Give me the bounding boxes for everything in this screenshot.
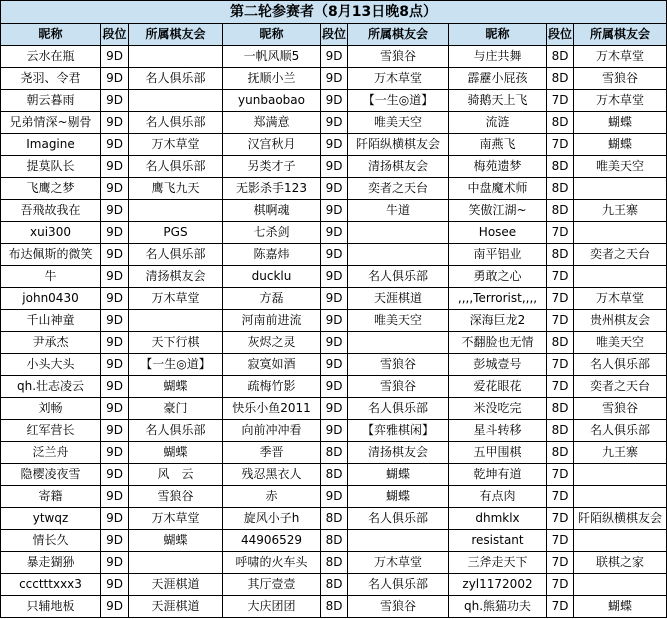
cell-rank-3[interactable]: 7D — [547, 552, 574, 574]
cell-nickname-1[interactable]: 布达佩斯的微笑 — [1, 244, 101, 266]
cell-rank-3[interactable]: 7D — [547, 134, 574, 156]
title-row — [1, 1, 667, 24]
cell-club-1[interactable]: 名人俱乐部 — [129, 420, 223, 442]
cell-rank-1[interactable]: 9D — [101, 90, 129, 112]
cell-club-2[interactable]: 阡陌纵横棋友会 — [348, 134, 449, 156]
cell-club-2[interactable]: 唯美天空 — [348, 112, 449, 134]
header-nickname-1: 昵称 — [1, 24, 101, 46]
table-row — [1, 134, 667, 156]
cell-nickname-3[interactable]: 不翻脸也无情 — [449, 332, 547, 354]
cell-rank-1[interactable]: 9D — [101, 68, 129, 90]
cell-club-3[interactable]: 唯美天空 — [574, 332, 667, 354]
cell-nickname-1[interactable]: 飞鹰之梦 — [1, 178, 101, 200]
cell-club-1[interactable]: 蝴蝶 — [129, 376, 223, 398]
cell-club-1[interactable]: 天涯棋道 — [129, 574, 223, 596]
cell-rank-1[interactable]: 9D — [101, 134, 129, 156]
cell-rank-3[interactable]: 7D — [547, 486, 574, 508]
cell-nickname-1[interactable]: 尹承杰 — [1, 332, 101, 354]
header-nickname-3: 昵称 — [449, 24, 547, 46]
cell-nickname-2[interactable]: 灰烬之灵 — [223, 332, 321, 354]
cell-club-1[interactable]: 【一生◎道】 — [129, 354, 223, 376]
cell-nickname-3[interactable]: 勇敢之心 — [449, 266, 547, 288]
table-row — [1, 156, 667, 178]
cell-club-3[interactable]: 雪狼谷 — [574, 68, 667, 90]
cell-club-2[interactable]: 名人俱乐部 — [348, 574, 449, 596]
cell-rank-2[interactable]: 9D — [321, 134, 348, 156]
cell-club-1[interactable]: 风 云 — [129, 464, 223, 486]
cell-rank-1[interactable]: 9D — [101, 112, 129, 134]
cell-nickname-3[interactable]: 中盘魔术师 — [449, 178, 547, 200]
cell-rank-1[interactable]: 9D — [101, 486, 129, 508]
cell-club-3[interactable]: 贵州棋友会 — [574, 310, 667, 332]
cell-rank-3[interactable]: 8D — [547, 244, 574, 266]
cell-nickname-2[interactable]: ducklu — [223, 266, 321, 288]
cell-rank-1[interactable]: 9D — [101, 222, 129, 244]
cell-nickname-1[interactable]: 牛 — [1, 266, 101, 288]
cell-club-1[interactable]: 名人俱乐部 — [129, 244, 223, 266]
cell-rank-1[interactable]: 9D — [101, 354, 129, 376]
table-row — [1, 420, 667, 442]
cell-nickname-2[interactable]: 向前冲冲看 — [223, 420, 321, 442]
cell-rank-2[interactable]: 8D — [321, 552, 348, 574]
cell-rank-2[interactable]: 9D — [321, 46, 348, 68]
cell-nickname-3[interactable]: zyl1172002 — [449, 574, 547, 596]
cell-nickname-3[interactable]: 梅苑遗梦 — [449, 156, 547, 178]
cell-club-1[interactable]: 清扬棋友会 — [129, 266, 223, 288]
cell-club-2[interactable]: 名人俱乐部 — [348, 398, 449, 420]
cell-club-3[interactable]: 阡陌纵横棋友会 — [574, 508, 667, 530]
cell-club-2[interactable]: 蝴蝶 — [348, 464, 449, 486]
cell-club-3[interactable]: 奕者之天台 — [574, 244, 667, 266]
cell-rank-2[interactable]: 9D — [321, 486, 348, 508]
table-row — [1, 574, 667, 596]
cell-rank-3[interactable]: 8D — [547, 398, 574, 420]
header-rank-1: 段位 — [101, 24, 129, 46]
cell-nickname-3[interactable]: 乾坤有道 — [449, 464, 547, 486]
cell-nickname-1[interactable]: 刘畅 — [1, 398, 101, 420]
cell-club-2[interactable]: 【弈雅棋闲】 — [348, 420, 449, 442]
cell-rank-2[interactable]: 8D — [321, 596, 348, 618]
cell-club-3[interactable]: 联棋之家 — [574, 552, 667, 574]
cell-club-1[interactable] — [129, 552, 223, 574]
header-rank-3: 段位 — [547, 24, 574, 46]
table-row — [1, 244, 667, 266]
cell-nickname-2[interactable]: 大庆团团 — [223, 596, 321, 618]
cell-nickname-2[interactable]: 残忍黑衣人 — [223, 464, 321, 486]
cell-club-2[interactable]: 清扬棋友会 — [348, 156, 449, 178]
cell-rank-2[interactable]: 9D — [321, 178, 348, 200]
cell-club-1[interactable] — [129, 310, 223, 332]
table-row — [1, 398, 667, 420]
cell-club-3[interactable]: 蝴蝶 — [574, 134, 667, 156]
cell-nickname-3[interactable]: 五甲围棋 — [449, 442, 547, 464]
table-row — [1, 222, 667, 244]
cell-club-3[interactable] — [574, 464, 667, 486]
cell-nickname-3[interactable]: 米没吃完 — [449, 398, 547, 420]
cell-nickname-2[interactable]: 河南前进流 — [223, 310, 321, 332]
cell-nickname-1[interactable]: 提莫队长 — [1, 156, 101, 178]
cell-rank-2[interactable]: 8D — [321, 464, 348, 486]
cell-rank-3[interactable]: 7D — [547, 288, 574, 310]
cell-rank-3[interactable]: 8D — [547, 442, 574, 464]
cell-club-3[interactable] — [574, 574, 667, 596]
cell-nickname-1[interactable]: xui300 — [1, 222, 101, 244]
table-row — [1, 442, 667, 464]
cell-nickname-3[interactable]: 骑鹅天上飞 — [449, 90, 547, 112]
cell-rank-3[interactable]: 8D — [547, 178, 574, 200]
cell-club-3[interactable] — [574, 266, 667, 288]
cell-rank-2[interactable]: 9D — [321, 112, 348, 134]
cell-club-3[interactable]: 万木草堂 — [574, 90, 667, 112]
cell-rank-1[interactable]: 9D — [101, 574, 129, 596]
table-row — [1, 46, 667, 68]
cell-rank-2[interactable]: 9D — [321, 222, 348, 244]
cell-club-2[interactable]: 【一生◎道】 — [348, 90, 449, 112]
cell-club-1[interactable] — [129, 90, 223, 112]
table-row — [1, 596, 667, 618]
cell-rank-2[interactable]: 9D — [321, 354, 348, 376]
cell-rank-2[interactable]: 9D — [321, 68, 348, 90]
cell-nickname-3[interactable]: 霹靂小屁孩 — [449, 68, 547, 90]
cell-rank-2[interactable]: 9D — [321, 244, 348, 266]
header-rank-2: 段位 — [321, 24, 348, 46]
table-row — [1, 530, 667, 552]
cell-club-1[interactable]: 鹰飞九天 — [129, 178, 223, 200]
cell-nickname-1[interactable]: 朝云暮雨 — [1, 90, 101, 112]
cell-nickname-3[interactable]: 深海巨龙2 — [449, 310, 547, 332]
cell-club-1[interactable] — [129, 46, 223, 68]
cell-club-2[interactable]: 雪狼谷 — [348, 376, 449, 398]
cell-nickname-1[interactable]: Imagine — [1, 134, 101, 156]
cell-club-1[interactable]: 蝴蝶 — [129, 530, 223, 552]
cell-club-1[interactable]: 天涯棋道 — [129, 596, 223, 618]
header-club-1: 所属棋友会 — [129, 24, 223, 46]
cell-club-3[interactable]: 唯美天空 — [574, 156, 667, 178]
cell-rank-2[interactable]: 9D — [321, 376, 348, 398]
header-row — [1, 24, 667, 46]
cell-rank-2[interactable]: 9D — [321, 310, 348, 332]
cell-rank-2[interactable]: 9D — [321, 266, 348, 288]
header-club-3: 所属棋友会 — [574, 24, 667, 46]
table-row — [1, 288, 667, 310]
table-row — [1, 200, 667, 222]
cell-nickname-2[interactable]: 陈嘉炜 — [223, 244, 321, 266]
cell-rank-3[interactable]: 8D — [547, 112, 574, 134]
cell-club-1[interactable]: 豪门 — [129, 398, 223, 420]
cell-nickname-2[interactable]: 七杀剑 — [223, 222, 321, 244]
cell-nickname-1[interactable]: 小头大头 — [1, 354, 101, 376]
cell-nickname-2[interactable]: 赤 — [223, 486, 321, 508]
cell-club-2[interactable] — [348, 222, 449, 244]
cell-nickname-1[interactable]: 隐樱凌夜雪 — [1, 464, 101, 486]
cell-club-3[interactable]: 名人俱乐部 — [574, 354, 667, 376]
cell-nickname-1[interactable]: 红军营长 — [1, 420, 101, 442]
cell-nickname-3[interactable]: 有点肉 — [449, 486, 547, 508]
cell-rank-2[interactable]: 9D — [321, 332, 348, 354]
cell-nickname-3[interactable]: 三斧走天下 — [449, 552, 547, 574]
cell-nickname-2[interactable]: 44906529 — [223, 530, 321, 552]
cell-rank-1[interactable]: 9D — [101, 266, 129, 288]
cell-club-1[interactable]: 万木草堂 — [129, 288, 223, 310]
cell-nickname-2[interactable]: 呼啸的火车头 — [223, 552, 321, 574]
cell-nickname-3[interactable]: 星斗转移 — [449, 420, 547, 442]
cell-rank-2[interactable]: 8D — [321, 574, 348, 596]
cell-club-2[interactable] — [348, 530, 449, 552]
cell-nickname-3[interactable]: 流涟 — [449, 112, 547, 134]
cell-rank-3[interactable]: 7D — [547, 596, 574, 618]
cell-rank-3[interactable]: 7D — [547, 574, 574, 596]
cell-nickname-2[interactable]: 棋啊魂 — [223, 200, 321, 222]
cell-rank-2[interactable]: 9D — [321, 90, 348, 112]
cell-rank-1[interactable]: 9D — [101, 508, 129, 530]
table-row — [1, 310, 667, 332]
table-row — [1, 486, 667, 508]
cell-nickname-1[interactable]: 只辅地板 — [1, 596, 101, 618]
cell-nickname-2[interactable]: 另类才子 — [223, 156, 321, 178]
cell-nickname-2[interactable]: 季晋 — [223, 442, 321, 464]
cell-nickname-2[interactable]: 寂寞如酒 — [223, 354, 321, 376]
table-row — [1, 90, 667, 112]
cell-rank-3[interactable]: 7D — [547, 464, 574, 486]
cell-club-2[interactable]: 万木草堂 — [348, 68, 449, 90]
cell-nickname-3[interactable]: 笑傲江湖~ — [449, 200, 547, 222]
cell-rank-2[interactable]: 9D — [321, 156, 348, 178]
cell-rank-3[interactable]: 8D — [547, 46, 574, 68]
cell-rank-1[interactable]: 9D — [101, 376, 129, 398]
cell-rank-3[interactable]: 7D — [547, 222, 574, 244]
cell-rank-3[interactable]: 8D — [547, 332, 574, 354]
cell-club-1[interactable]: 蝴蝶 — [129, 442, 223, 464]
cell-club-2[interactable]: 天涯棋道 — [348, 288, 449, 310]
cell-nickname-1[interactable]: 吾飛故我在 — [1, 200, 101, 222]
cell-nickname-1[interactable]: 情长久 — [1, 530, 101, 552]
cell-rank-3[interactable]: 7D — [547, 310, 574, 332]
cell-club-2[interactable]: 名人俱乐部 — [348, 266, 449, 288]
cell-rank-2[interactable]: 8D — [321, 530, 348, 552]
cell-rank-3[interactable]: 7D — [547, 508, 574, 530]
cell-club-1[interactable]: 名人俱乐部 — [129, 156, 223, 178]
header-club-2: 所属棋友会 — [348, 24, 449, 46]
cell-club-2[interactable]: 雪狼谷 — [348, 46, 449, 68]
table-row — [1, 354, 667, 376]
cell-nickname-3[interactable]: resistant — [449, 530, 547, 552]
cell-club-1[interactable]: 雪狼谷 — [129, 486, 223, 508]
cell-nickname-3[interactable]: ,,,,Terrorist,,,, — [449, 288, 547, 310]
table-row — [1, 464, 667, 486]
cell-club-2[interactable]: 雪狼谷 — [348, 354, 449, 376]
cell-rank-3[interactable]: 7D — [547, 266, 574, 288]
table-row — [1, 508, 667, 530]
cell-nickname-3[interactable]: 与庄共舞 — [449, 46, 547, 68]
cell-rank-2[interactable]: 8D — [321, 442, 348, 464]
cell-nickname-1[interactable]: qh.壮志凌云 — [1, 376, 101, 398]
cell-nickname-3[interactable]: 南平铝业 — [449, 244, 547, 266]
cell-rank-1[interactable]: 9D — [101, 398, 129, 420]
cell-club-2[interactable]: 万木草堂 — [348, 552, 449, 574]
cell-club-3[interactable]: 雪狼谷 — [574, 398, 667, 420]
cell-nickname-1[interactable]: ytwqz — [1, 508, 101, 530]
cell-nickname-2[interactable]: 汉宫秋月 — [223, 134, 321, 156]
cell-rank-1[interactable]: 9D — [101, 244, 129, 266]
cell-club-2[interactable]: 唯美天空 — [348, 310, 449, 332]
cell-nickname-3[interactable]: 南燕飞 — [449, 134, 547, 156]
cell-club-3[interactable]: 蝴蝶 — [574, 596, 667, 618]
cell-nickname-1[interactable]: 兄弟情深~剔骨 — [1, 112, 101, 134]
sheet-title: 第二轮参赛者（8月13日晚8点） — [1, 1, 667, 24]
cell-rank-2[interactable]: 9D — [321, 288, 348, 310]
cell-nickname-3[interactable]: Hosee — [449, 222, 547, 244]
cell-club-3[interactable]: 奕者之天台 — [574, 376, 667, 398]
cell-club-3[interactable] — [574, 222, 667, 244]
cell-club-3[interactable] — [574, 486, 667, 508]
cell-club-1[interactable]: PGS — [129, 222, 223, 244]
cell-rank-1[interactable]: 9D — [101, 530, 129, 552]
table-row — [1, 552, 667, 574]
cell-club-2[interactable]: 雪狼谷 — [348, 596, 449, 618]
cell-club-3[interactable]: 蝴蝶 — [574, 112, 667, 134]
cell-rank-1[interactable]: 9D — [101, 46, 129, 68]
cell-club-1[interactable]: 名人俱乐部 — [129, 112, 223, 134]
table-row — [1, 332, 667, 354]
cell-rank-2[interactable]: 8D — [321, 508, 348, 530]
cell-nickname-1[interactable]: 暴走猢狲 — [1, 552, 101, 574]
cell-rank-2[interactable]: 9D — [321, 200, 348, 222]
cell-rank-2[interactable]: 9D — [321, 398, 348, 420]
cell-rank-1[interactable]: 9D — [101, 442, 129, 464]
cell-nickname-3[interactable]: 彭城壹号 — [449, 354, 547, 376]
cell-rank-1[interactable]: 9D — [101, 178, 129, 200]
cell-club-3[interactable]: 九王寨 — [574, 200, 667, 222]
cell-club-1[interactable]: 天下行棋 — [129, 332, 223, 354]
cell-rank-3[interactable]: 7D — [547, 530, 574, 552]
cell-nickname-2[interactable]: 一帆风顺5 — [223, 46, 321, 68]
cell-rank-1[interactable]: 9D — [101, 596, 129, 618]
cell-club-1[interactable]: 万木草堂 — [129, 508, 223, 530]
cell-nickname-2[interactable]: 抚顺小兰 — [223, 68, 321, 90]
cell-rank-1[interactable]: 9D — [101, 332, 129, 354]
cell-rank-3[interactable]: 7D — [547, 376, 574, 398]
cell-nickname-1[interactable]: john0430 — [1, 288, 101, 310]
cell-rank-3[interactable]: 8D — [547, 420, 574, 442]
cell-rank-3[interactable]: 7D — [547, 354, 574, 376]
cell-nickname-1[interactable]: ccctttxxx3 — [1, 574, 101, 596]
table-row — [1, 178, 667, 200]
cell-nickname-1[interactable]: 云水在瓶 — [1, 46, 101, 68]
cell-nickname-2[interactable]: 无影杀手123 — [223, 178, 321, 200]
cell-club-2[interactable]: 牛道 — [348, 200, 449, 222]
cell-nickname-1[interactable]: 千山神童 — [1, 310, 101, 332]
cell-club-2[interactable]: 蝴蝶 — [348, 486, 449, 508]
cell-nickname-2[interactable]: 旋风小子h — [223, 508, 321, 530]
cell-rank-3[interactable]: 7D — [547, 90, 574, 112]
header-nickname-2: 昵称 — [223, 24, 321, 46]
cell-nickname-3[interactable]: 爱花眼花 — [449, 376, 547, 398]
cell-rank-1[interactable]: 9D — [101, 200, 129, 222]
table-row — [1, 68, 667, 90]
cell-rank-1[interactable]: 9D — [101, 156, 129, 178]
cell-nickname-2[interactable]: 方磊 — [223, 288, 321, 310]
cell-nickname-2[interactable]: 快乐小鱼2011 — [223, 398, 321, 420]
cell-club-2[interactable]: 名人俱乐部 — [348, 508, 449, 530]
cell-club-2[interactable]: 清扬棋友会 — [348, 442, 449, 464]
table-row — [1, 376, 667, 398]
cell-club-3[interactable] — [574, 530, 667, 552]
cell-nickname-2[interactable]: 其厅壹壹 — [223, 574, 321, 596]
cell-club-3[interactable]: 九王寨 — [574, 442, 667, 464]
cell-nickname-2[interactable]: 郑满意 — [223, 112, 321, 134]
cell-club-3[interactable] — [574, 178, 667, 200]
cell-nickname-1[interactable]: 寄籍 — [1, 486, 101, 508]
cell-club-3[interactable]: 名人俱乐部 — [574, 420, 667, 442]
cell-nickname-1[interactable]: 泛兰舟 — [1, 442, 101, 464]
cell-rank-3[interactable]: 8D — [547, 68, 574, 90]
table-body — [1, 46, 667, 618]
cell-rank-3[interactable]: 8D — [547, 156, 574, 178]
cell-nickname-3[interactable]: dhmklx — [449, 508, 547, 530]
cell-nickname-2[interactable]: yunbaobao — [223, 90, 321, 112]
cell-club-3[interactable]: 万木草堂 — [574, 46, 667, 68]
cell-rank-1[interactable]: 9D — [101, 288, 129, 310]
table-row — [1, 266, 667, 288]
cell-nickname-3[interactable]: qh.熊猫功夫 — [449, 596, 547, 618]
cell-club-2[interactable] — [348, 244, 449, 266]
cell-rank-1[interactable]: 9D — [101, 310, 129, 332]
cell-rank-1[interactable]: 9D — [101, 464, 129, 486]
cell-nickname-2[interactable]: 疏梅竹影 — [223, 376, 321, 398]
cell-club-1[interactable]: 名人俱乐部 — [129, 68, 223, 90]
cell-club-2[interactable]: 奕者之天台 — [348, 178, 449, 200]
cell-rank-2[interactable]: 9D — [321, 420, 348, 442]
table-row — [1, 112, 667, 134]
cell-club-1[interactable] — [129, 200, 223, 222]
cell-club-1[interactable]: 万木草堂 — [129, 134, 223, 156]
cell-rank-3[interactable]: 8D — [547, 200, 574, 222]
cell-nickname-1[interactable]: 尧羽、令君 — [1, 68, 101, 90]
cell-club-3[interactable]: 万木草堂 — [574, 288, 667, 310]
cell-rank-1[interactable]: 9D — [101, 552, 129, 574]
cell-rank-1[interactable]: 9D — [101, 420, 129, 442]
cell-club-2[interactable] — [348, 332, 449, 354]
